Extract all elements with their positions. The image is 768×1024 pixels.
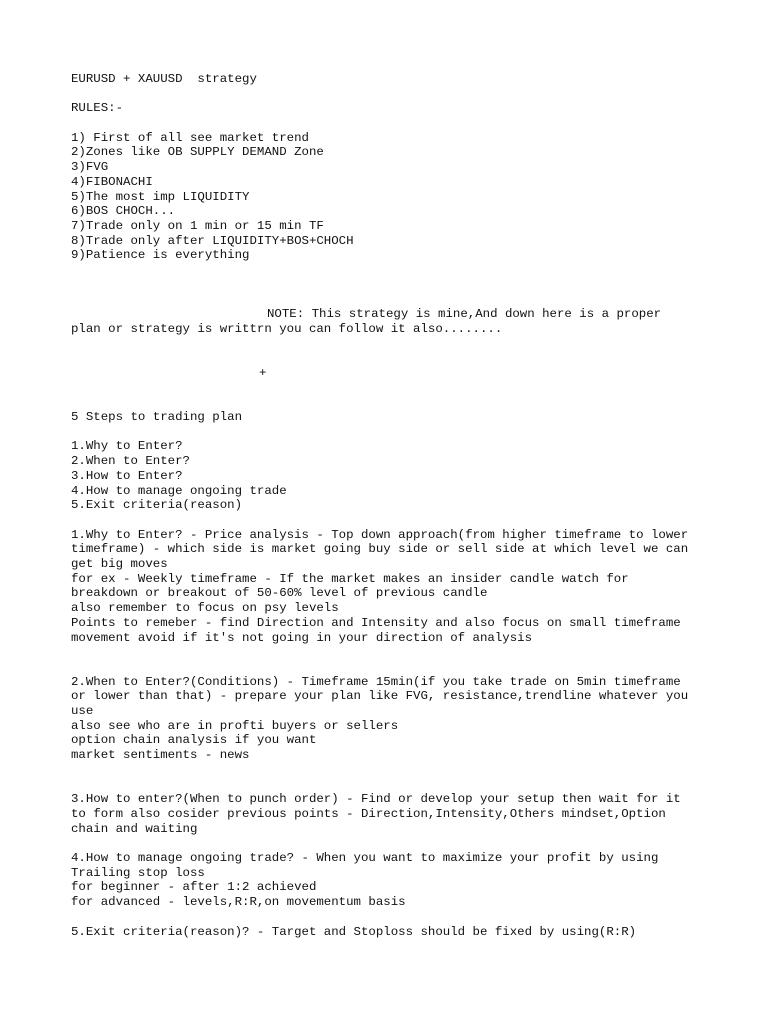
- section-line: for advanced - levels,R:R,on movementum basis: [71, 895, 406, 910]
- section-line: also remember to focus on psy levels: [71, 601, 339, 616]
- doc-title: EURUSD + XAUUSD strategy: [71, 72, 257, 86]
- note-line: NOTE: This strategy is mine,And down here is a proper: [267, 307, 662, 322]
- spacer: [71, 836, 711, 851]
- step-item: 1.Why to Enter?: [71, 439, 183, 454]
- section-line: option chain analysis if you want: [71, 733, 317, 748]
- rule-item: 7)Trade only on 1 min or 15 min TF: [71, 219, 324, 233]
- step-item: 2.When to Enter?: [71, 454, 190, 469]
- rule-item: 1) First of all see market trend: [71, 130, 309, 145]
- document-body: [71, 72, 711, 939]
- section-line: breakdown or breakout of 50-60% level of previous candle: [71, 586, 488, 601]
- spacer: [71, 778, 711, 793]
- spacer: [71, 513, 711, 528]
- rule-item: 6)BOS CHOCH...: [71, 204, 176, 219]
- spacer: [71, 87, 711, 102]
- rules-list: [71, 131, 711, 263]
- section-line: market sentiments - news: [71, 748, 250, 763]
- spacer: [71, 381, 711, 396]
- step-item: 5.Exit criteria(reason): [71, 498, 243, 513]
- section-when-to-enter: [71, 675, 711, 763]
- rule-item: 5)The most imp LIQUIDITY: [71, 189, 250, 204]
- rule-item: 4)FIBONACHI: [71, 174, 153, 189]
- section-line: for ex - Weekly timeframe - If the market makes an insider candle watch for: [71, 571, 629, 586]
- section-line: to form also cosider previous points - Direction,Intensity,Others mindset,Option: [71, 806, 666, 821]
- spacer: [71, 763, 711, 778]
- spacer: [71, 660, 711, 675]
- section-line: for beginner - after 1:2 achieved: [71, 880, 317, 895]
- section-line: 5.Exit criteria(reason)? - Target and Stoploss should be fixed by using(R:R): [71, 924, 637, 939]
- section-manage-trade: [71, 851, 711, 910]
- section-how-to-enter: [71, 792, 711, 836]
- step-item: 3.How to Enter?: [71, 468, 183, 483]
- section-line: 1.Why to Enter? - Price analysis - Top down approach(from higher timeframe to lower: [71, 527, 689, 542]
- section-exit-criteria: [71, 925, 711, 940]
- section-line: timeframe) - which side is market going buy side or sell side at which level we can: [71, 542, 689, 557]
- step-item: 4.How to manage ongoing trade: [71, 483, 287, 498]
- plus-sign: +: [259, 365, 267, 380]
- spacer: [71, 425, 711, 440]
- rules-heading: RULES:-: [71, 101, 124, 116]
- spacer: [71, 910, 711, 925]
- steps-heading: 5 Steps to trading plan: [71, 410, 243, 425]
- section-line: 2.When to Enter?(Conditions) - Timeframe 15min(if you take trade on 5min timeframe: [71, 674, 681, 689]
- section-line: Trailing stop loss: [71, 865, 205, 880]
- section-line: movement avoid if it's not going in your direction of analysis: [71, 630, 533, 645]
- spacer: [71, 645, 711, 660]
- spacer: [71, 292, 711, 307]
- section-line: 4.How to manage ongoing trade? - When you want to maximize your profit by using: [71, 851, 659, 866]
- spacer: [71, 263, 711, 278]
- section-line: get big moves: [71, 557, 168, 572]
- rule-item: 8)Trade only after LIQUIDITY+BOS+CHOCH: [71, 233, 354, 248]
- section-why-to-enter: [71, 528, 711, 646]
- section-line: also see who are in profti buyers or sellers: [71, 718, 399, 733]
- spacer: [71, 278, 711, 293]
- spacer: [71, 395, 711, 410]
- rule-item: 9)Patience is everything: [71, 248, 250, 263]
- section-line: use: [71, 704, 94, 719]
- section-line: 3.How to enter?(When to punch order) - Find or develop your setup then wait for it: [71, 792, 681, 807]
- rule-item: 3)FVG: [71, 160, 109, 175]
- spacer: [71, 116, 711, 131]
- spacer: [71, 351, 711, 366]
- note-line: plan or strategy is writtrn you can follow it also........: [71, 321, 503, 336]
- section-line: chain and waiting: [71, 821, 198, 836]
- section-line: Points to remeber - find Direction and Intensity and also focus on small timeframe: [71, 615, 681, 630]
- steps-list: [71, 439, 711, 513]
- section-line: or lower than that) - prepare your plan like FVG, resistance,trendline whatever you: [71, 689, 689, 704]
- rule-item: 2)Zones like OB SUPPLY DEMAND Zone: [71, 145, 324, 160]
- spacer: [71, 337, 711, 352]
